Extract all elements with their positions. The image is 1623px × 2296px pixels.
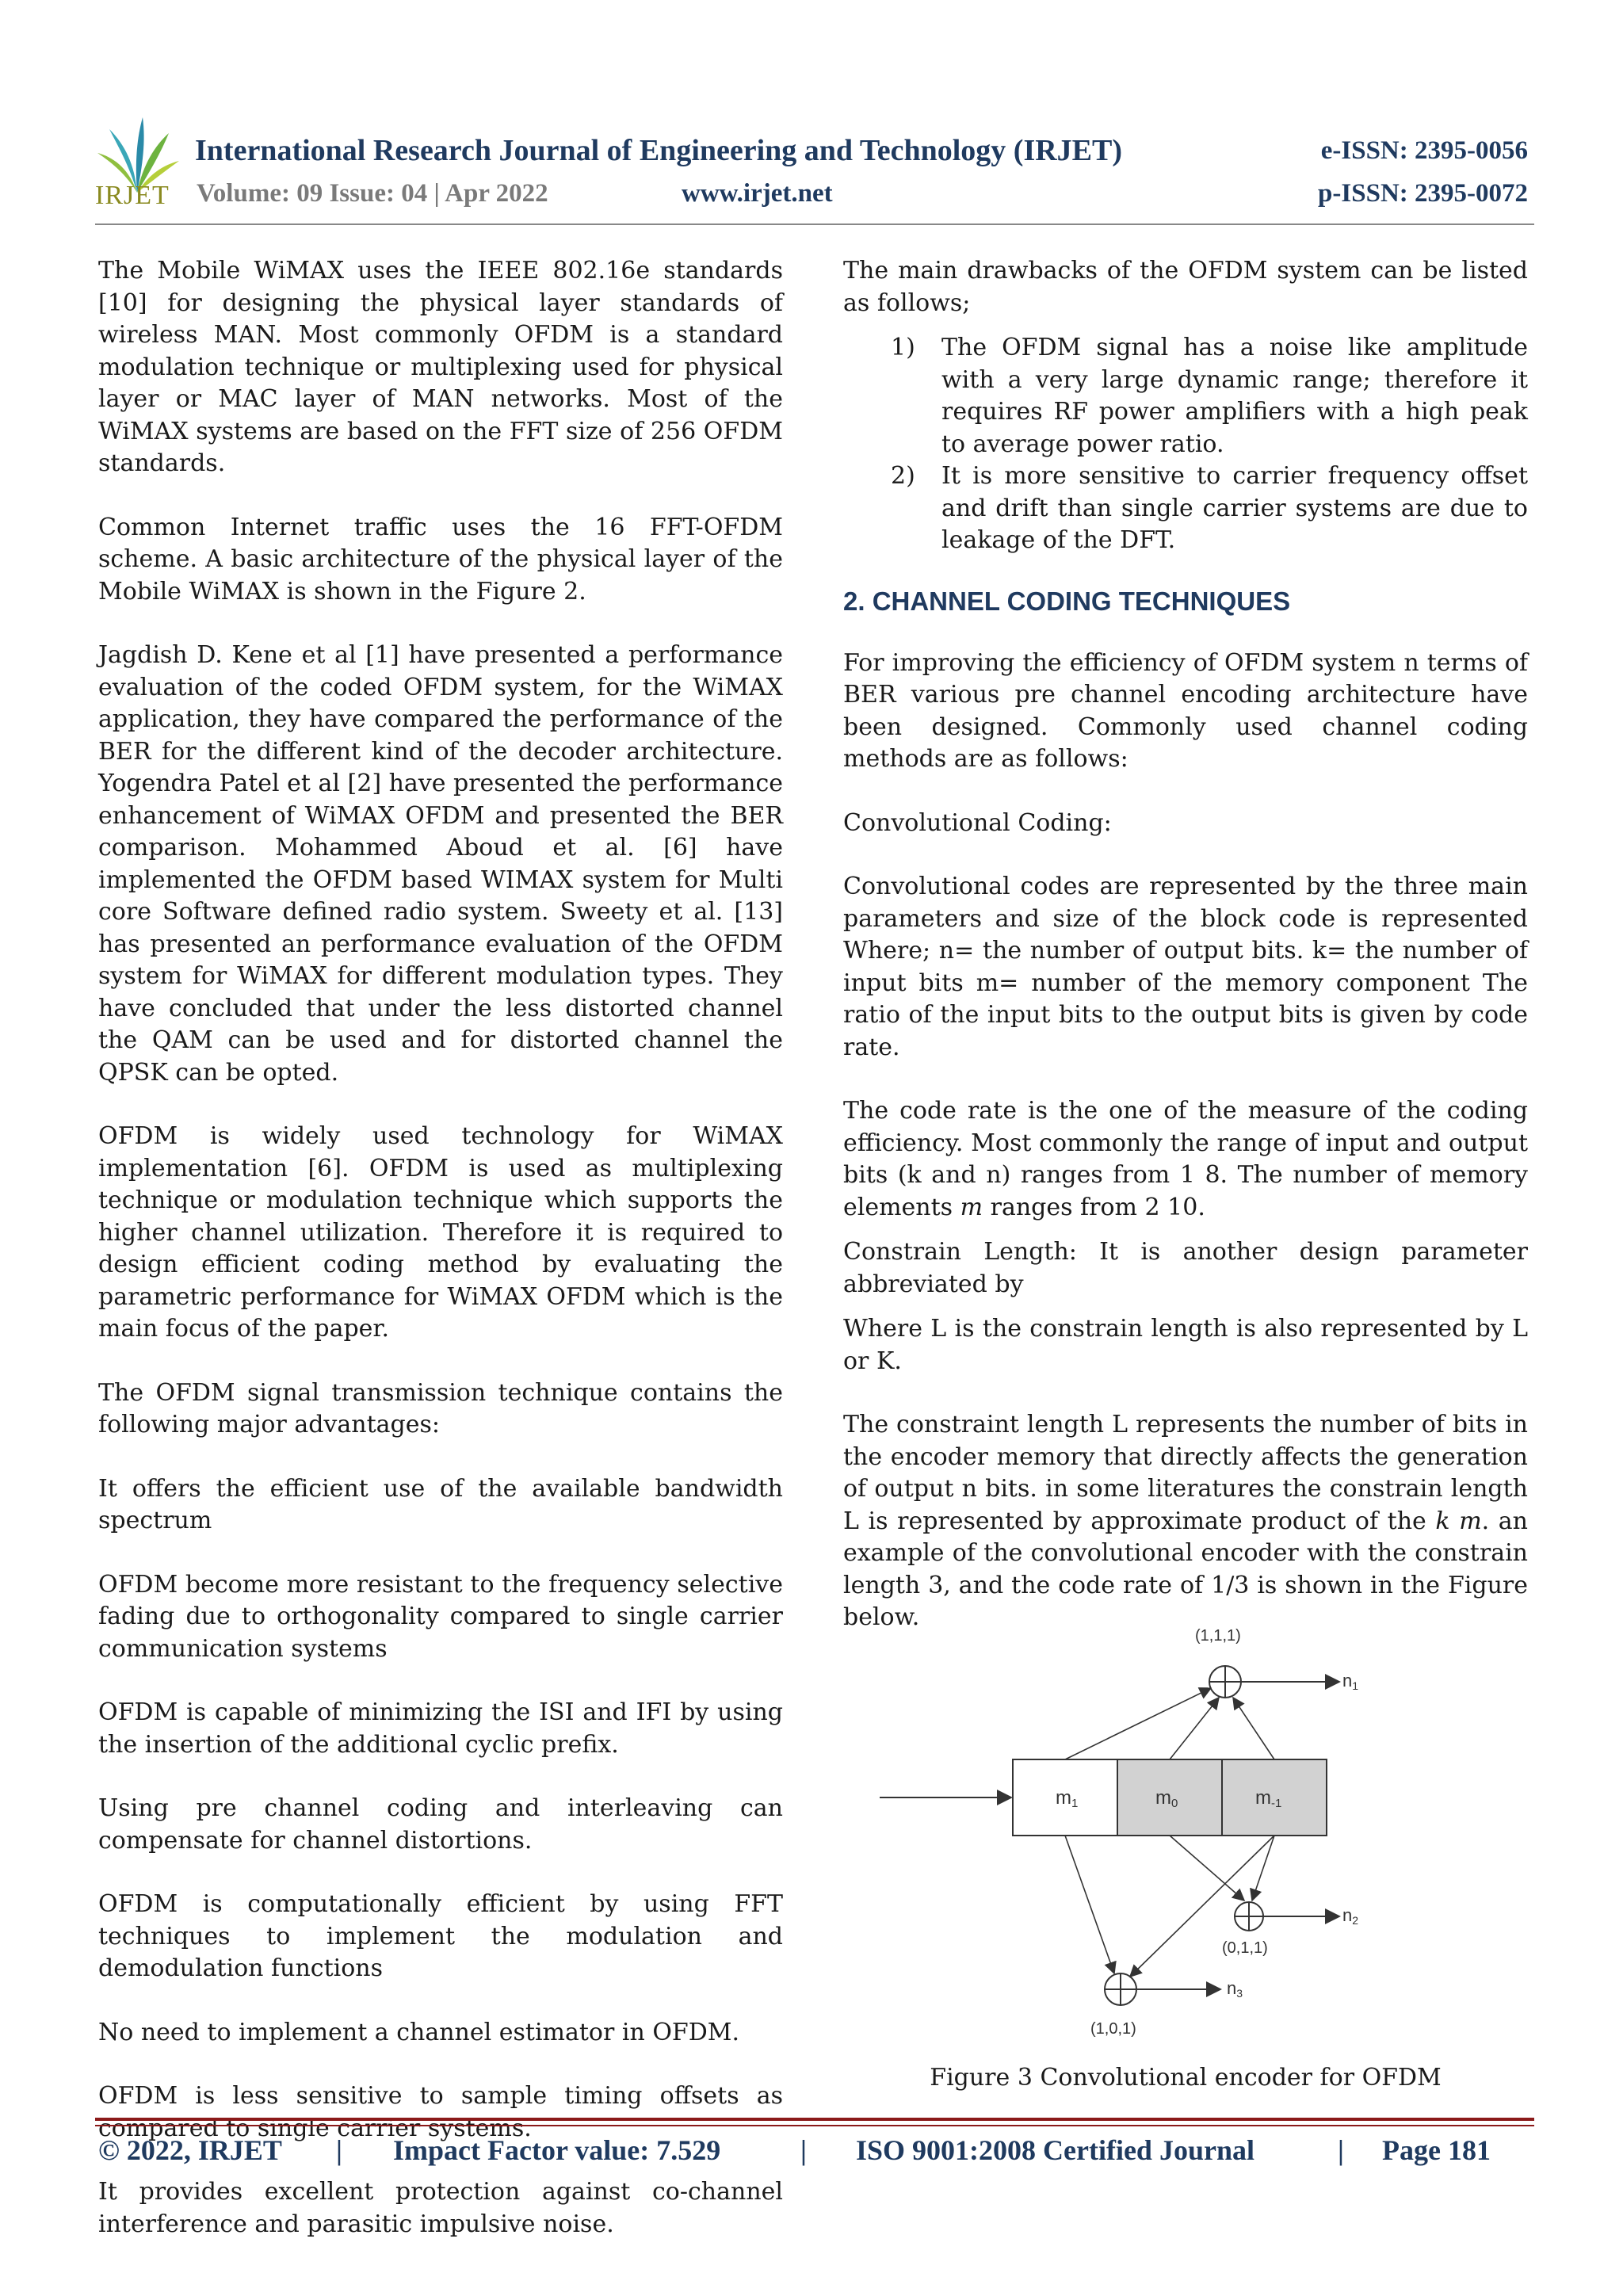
paragraph: Convolutional Coding:: [843, 808, 1112, 837]
footer-separator: |: [1338, 2134, 1344, 2166]
list-item: [843, 332, 1528, 460]
paragraph: The OFDM signal transmission technique contains the following major advantages:: [98, 1378, 783, 1438]
connector: [1170, 1836, 1244, 1901]
header-divider: [95, 223, 1534, 225]
cell-label: m-1: [1255, 1787, 1282, 1810]
list-number: 2): [891, 462, 915, 490]
text-run: ranges from 2 10.: [983, 1193, 1205, 1221]
paragraph: For improving the efficiency of OFDM system n terms of BER various pre channel encoding architecture have been designed. Commonly used channel coding methods are as follows:: [843, 648, 1528, 773]
paragraph: OFDM is capable of minimizing the ISI and IFI by using the insertion of the additional cyclic prefix.: [98, 1698, 783, 1759]
right-column: [843, 255, 1528, 1666]
e-issn: e-ISSN: 2395-0056: [1320, 136, 1528, 165]
volume-issue: Volume: 09 Issue: 04 | Apr 2022: [197, 179, 548, 208]
footer-divider: [95, 2118, 1534, 2121]
figure-caption: Figure 3 Convolutional encoder for OFDM: [930, 2064, 1442, 2092]
connector: [1065, 1688, 1211, 1759]
paragraph: No need to implement a channel estimator in OFDM.: [98, 2018, 740, 2046]
paragraph: OFDM is computationally efficient by using FFT techniques to implement the modulation and demodulation functions: [98, 1890, 783, 1982]
tap-label: (0,1,1): [1222, 1939, 1268, 1957]
footer-separator: |: [800, 2134, 807, 2166]
cell-label: m0: [1155, 1787, 1178, 1810]
footer-impact-factor: Impact Factor value: 7.529: [393, 2134, 721, 2166]
paragraph: The Mobile WiMAX uses the IEEE 802.16e standards [10] for designing the physical layer standards of wireless MAN. Most commonly OFDM is a standard modulation technique or multiplexing used for physical layer or MAC layer of MAN networks. Most of the WiMAX systems are based on the FFT size of 256 OFDM standards.: [98, 257, 783, 477]
list-text: It is more sensitive to carrier frequency offset and drift than single carrier systems are due to leakage of the DFT.: [941, 462, 1528, 554]
output-label: n1: [1342, 1671, 1359, 1692]
adder-1-icon: [1209, 1666, 1241, 1698]
section-heading: 2. CHANNEL CODING TECHNIQUES: [843, 586, 1291, 616]
left-column: [98, 255, 783, 2272]
p-issn: p-ISSN: 2395-0072: [1318, 179, 1528, 208]
page-number: Page 181: [1382, 2134, 1491, 2166]
paragraph: OFDM become more resistant to the frequency selective fading due to orthogonality compared to single carrier communication systems: [98, 1570, 783, 1663]
footer-divider: [95, 2125, 1534, 2126]
tap-label: (1,0,1): [1090, 2020, 1136, 2038]
drawbacks-list: [843, 332, 1528, 557]
output-label: n2: [1342, 1905, 1359, 1927]
list-number: 1): [891, 334, 915, 361]
convolutional-encoder-diagram: [872, 1617, 1363, 2045]
text-run: The code rate is the one of the measure of the coding efficiency. Most commonly the range of input and output bits (k and n) ranges from 1 8. The number of memory elements: [843, 1097, 1528, 1221]
paragraph: Constrain Length: It is another design parameter abbreviated by: [843, 1238, 1528, 1298]
paragraph: Where L is the constrain length is also represented by L or K.: [843, 1315, 1528, 1375]
paragraph: OFDM is widely used technology for WiMAX implementation [6]. OFDM is used as multiplexing technique or modulation technique which supports the higher channel utilization. Therefore it is required to design efficient coding method by evaluating the parametric performance for WiMAX OFDM which is the main focus of the paper.: [98, 1122, 783, 1343]
website-link[interactable]: www.irjet.net: [682, 179, 833, 208]
logo-text: IRJET: [95, 181, 170, 210]
drawbacks-intro: The main drawbacks of the OFDM system can be listed as follows;: [843, 257, 1528, 317]
paragraph: [843, 1409, 1528, 1634]
paragraph: Convolutional codes are represented by the three main parameters and size of the block code is represented Where; n= the number of output bits. k= the number of input bits m= number of the memory component The ratio of the input bits to the output bits is given by code rate.: [843, 873, 1528, 1061]
journal-title: International Research Journal of Engineering and Technology (IRJET): [195, 134, 1123, 167]
list-item: [843, 460, 1528, 557]
connector: [1065, 1836, 1114, 1973]
cell-label: m1: [1056, 1787, 1079, 1810]
list-text: The OFDM signal has a noise like amplitude with a very large dynamic range; therefore it requires RF power amplifiers with a high peak to average power ratio.: [941, 334, 1528, 458]
connector: [1252, 1836, 1274, 1901]
tap-label: (1,1,1): [1195, 1627, 1241, 1645]
paragraph: OFDM is less sensitive to sample timing offsets as compared to single carrier systems.: [98, 2082, 783, 2142]
adder-3-icon: [1105, 1973, 1136, 2005]
math-var: k m: [1435, 1507, 1482, 1535]
paragraph: It provides excellent protection against co-channel interference and parasitic impulsive noise.: [98, 2178, 783, 2238]
paragraph: It offers the efficient use of the available bandwidth spectrum: [98, 1474, 783, 1534]
paragraph: Common Internet traffic uses the 16 FFT-OFDM scheme. A basic architecture of the physical layer of the Mobile WiMAX is shown in the Figure 2.: [98, 513, 783, 606]
paragraph: [843, 1095, 1528, 1224]
connector: [1233, 1698, 1274, 1759]
math-var: m: [960, 1193, 983, 1221]
footer-separator: |: [336, 2134, 342, 2166]
footer-copyright: © 2022, IRJET: [98, 2134, 282, 2166]
text-run: The constraint length L represents the number of bits in the encoder memory that directly affects the generation of output n bits. in some literatures the constrain length L is represented by approximate product of the: [843, 1411, 1528, 1535]
paragraph: Using pre channel coding and interleaving can compensate for channel distortions.: [98, 1794, 783, 1855]
output-label: n3: [1227, 1978, 1243, 2000]
connector: [1170, 1698, 1219, 1759]
paragraph: Jagdish D. Kene et al [1] have presented a performance evaluation of the coded OFDM system, for the WiMAX application, they have compared the performance of the BER for the different kind of the decoder architecture. Yogendra Patel et al [2] have presented the performance enhancement of WiMAX OFDM and presented the BER comparison. Mohammed Aboud et al. [6] have implemented the OFDM based WIMAX system for Multi core Software defined radio system. Sweety et al. [13] has presented an performance evaluation of the OFDM system for WiMAX for different modulation types. They have concluded that under the less distorted channel the QAM can be used and for distorted channel the QPSK can be opted.: [98, 641, 784, 1087]
adder-2-icon: [1235, 1902, 1263, 1931]
text-run: . an example of the convolutional encoder with the constrain length 3, and the code rate of 1/3 is shown in the Figure below.: [843, 1507, 1529, 1631]
footer-iso: ISO 9001:2008 Certified Journal: [856, 2134, 1254, 2166]
